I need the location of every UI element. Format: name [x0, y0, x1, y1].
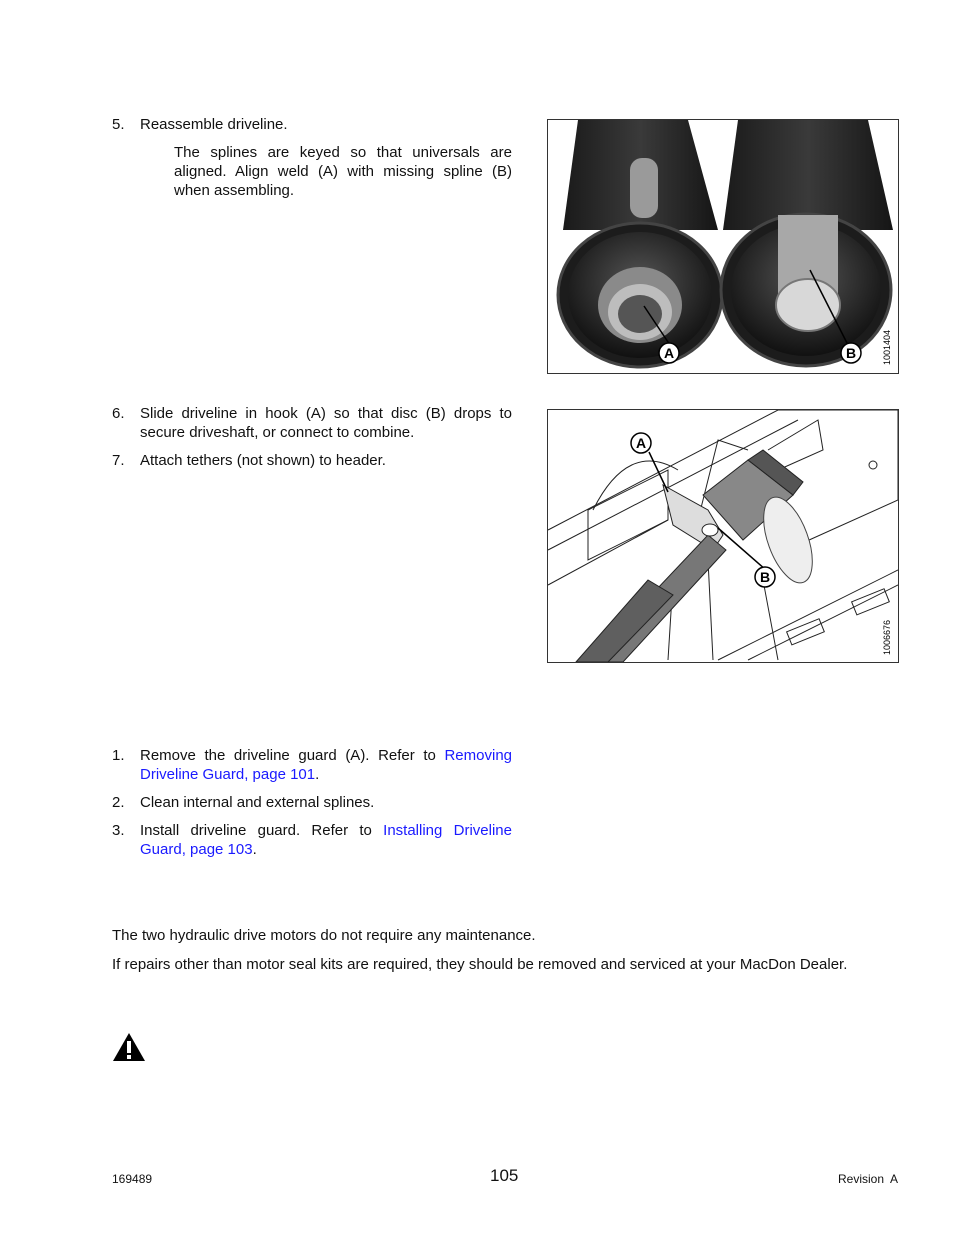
- step-3: [112, 821, 512, 859]
- step-number: 6.: [112, 405, 125, 422]
- step-text: [140, 746, 512, 784]
- footer-revision: Revision A: [838, 1172, 899, 1186]
- warning-triangle-icon: [112, 1032, 146, 1062]
- step-text: Clean internal and external splines.: [140, 794, 375, 811]
- link-installing-driveline-guard[interactable]: Installing Driveline Guard, page 103: [140, 822, 512, 858]
- figure-driveline-hook: [547, 409, 899, 663]
- paragraph-repairs: If repairs other than motor seal kits are required, they should be removed and serviced at your MacDon Dealer.: [112, 956, 848, 973]
- step-text-pre: Install driveline guard. Refer to: [140, 822, 384, 839]
- callout-a: A: [663, 345, 675, 361]
- driveline-hook-illustration: [548, 410, 898, 662]
- splines-illustration: [548, 120, 898, 373]
- step-number: 5.: [112, 116, 125, 133]
- callout-a: A: [635, 435, 647, 451]
- figure-id: 1006676: [882, 619, 892, 655]
- step-5-note: The splines are keyed so that universals are aligned. Align weld (A) with missing spline (B) when assembling.: [174, 144, 512, 199]
- step-7: [112, 451, 512, 470]
- step-text: Slide driveline in hook (A) so that disc (B) drops to secure driveshaft, or connect to combine.: [140, 405, 512, 441]
- step-number: 7.: [112, 452, 125, 469]
- step-2: [112, 793, 512, 812]
- link-removing-driveline-guard[interactable]: Removing Driveline Guard, page 101: [140, 747, 512, 783]
- figure-id: 1001404: [882, 329, 892, 365]
- step-1: [112, 746, 512, 784]
- step-number: 1.: [112, 747, 125, 764]
- step-number: 3.: [112, 822, 125, 839]
- footer-doc-number: 169489: [112, 1172, 153, 1186]
- step-text-post: .: [315, 766, 320, 783]
- footer-page-number: 105: [490, 1166, 519, 1185]
- step-text: [140, 821, 512, 859]
- step-number: 2.: [112, 794, 125, 811]
- step-text-pre: Remove the driveline guard (A). Refer to: [140, 747, 445, 764]
- figure-splines: [547, 119, 899, 374]
- step-text: Reassemble driveline.: [140, 116, 288, 133]
- callout-b: B: [759, 569, 771, 585]
- step-text-post: .: [252, 841, 257, 858]
- step-5: [112, 115, 512, 134]
- callout-b: B: [845, 345, 857, 361]
- paragraph-motors: The two hydraulic drive motors do not require any maintenance.: [112, 927, 536, 944]
- step-6: [112, 404, 512, 442]
- step-text: Attach tethers (not shown) to header.: [140, 452, 386, 469]
